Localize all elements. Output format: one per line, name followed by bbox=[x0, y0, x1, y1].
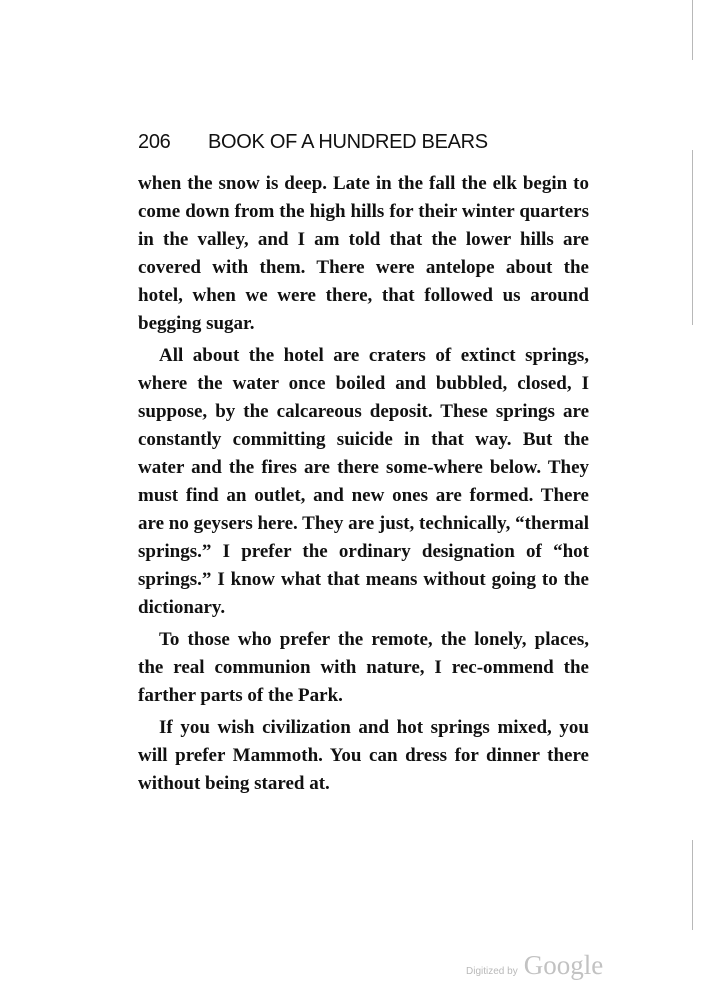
paragraph-4: If you wish civilization and hot springs mixed, you will prefer Mammoth. You can dress for dinner there without being stared at. bbox=[138, 717, 589, 794]
running-title: BOOK OF A HUNDRED BEARS bbox=[208, 131, 488, 153]
paragraph-1: when the snow is deep. Late in the fall the elk begin to come down from the high hills for their winter quarters in the valley, and I am told that the lower hills are covered with them. There were antelope about the hotel, when we were there, that followed us around begging sugar. bbox=[138, 173, 589, 334]
page-number: 206 bbox=[138, 131, 171, 153]
page-edge-mark bbox=[692, 840, 693, 930]
page-edge-mark bbox=[692, 150, 693, 325]
paragraph-3: To those who prefer the remote, the lonely, places, the real communion with nature, I rec-ommend the farther parts of the Park. bbox=[138, 629, 589, 706]
page-edge-mark bbox=[692, 0, 693, 60]
paragraph-2: All about the hotel are craters of extinct springs, where the water once boiled and bubbled, closed, I suppose, by the calcareous deposit. These springs are constantly committing suicide in that way. But the water and the fires are there some-where below. They must find an outlet, and new ones are formed. There are no geysers here. They are just, technically, “thermal springs.” I prefer the ordinary designation of “hot springs.” I know what that means without going to the dictionary. bbox=[138, 345, 589, 618]
watermark-prefix: Digitized by bbox=[466, 966, 518, 977]
body-text bbox=[138, 170, 589, 798]
running-head bbox=[138, 131, 598, 157]
google-logo: Google bbox=[523, 950, 604, 980]
digitized-by-google-watermark bbox=[466, 950, 616, 984]
